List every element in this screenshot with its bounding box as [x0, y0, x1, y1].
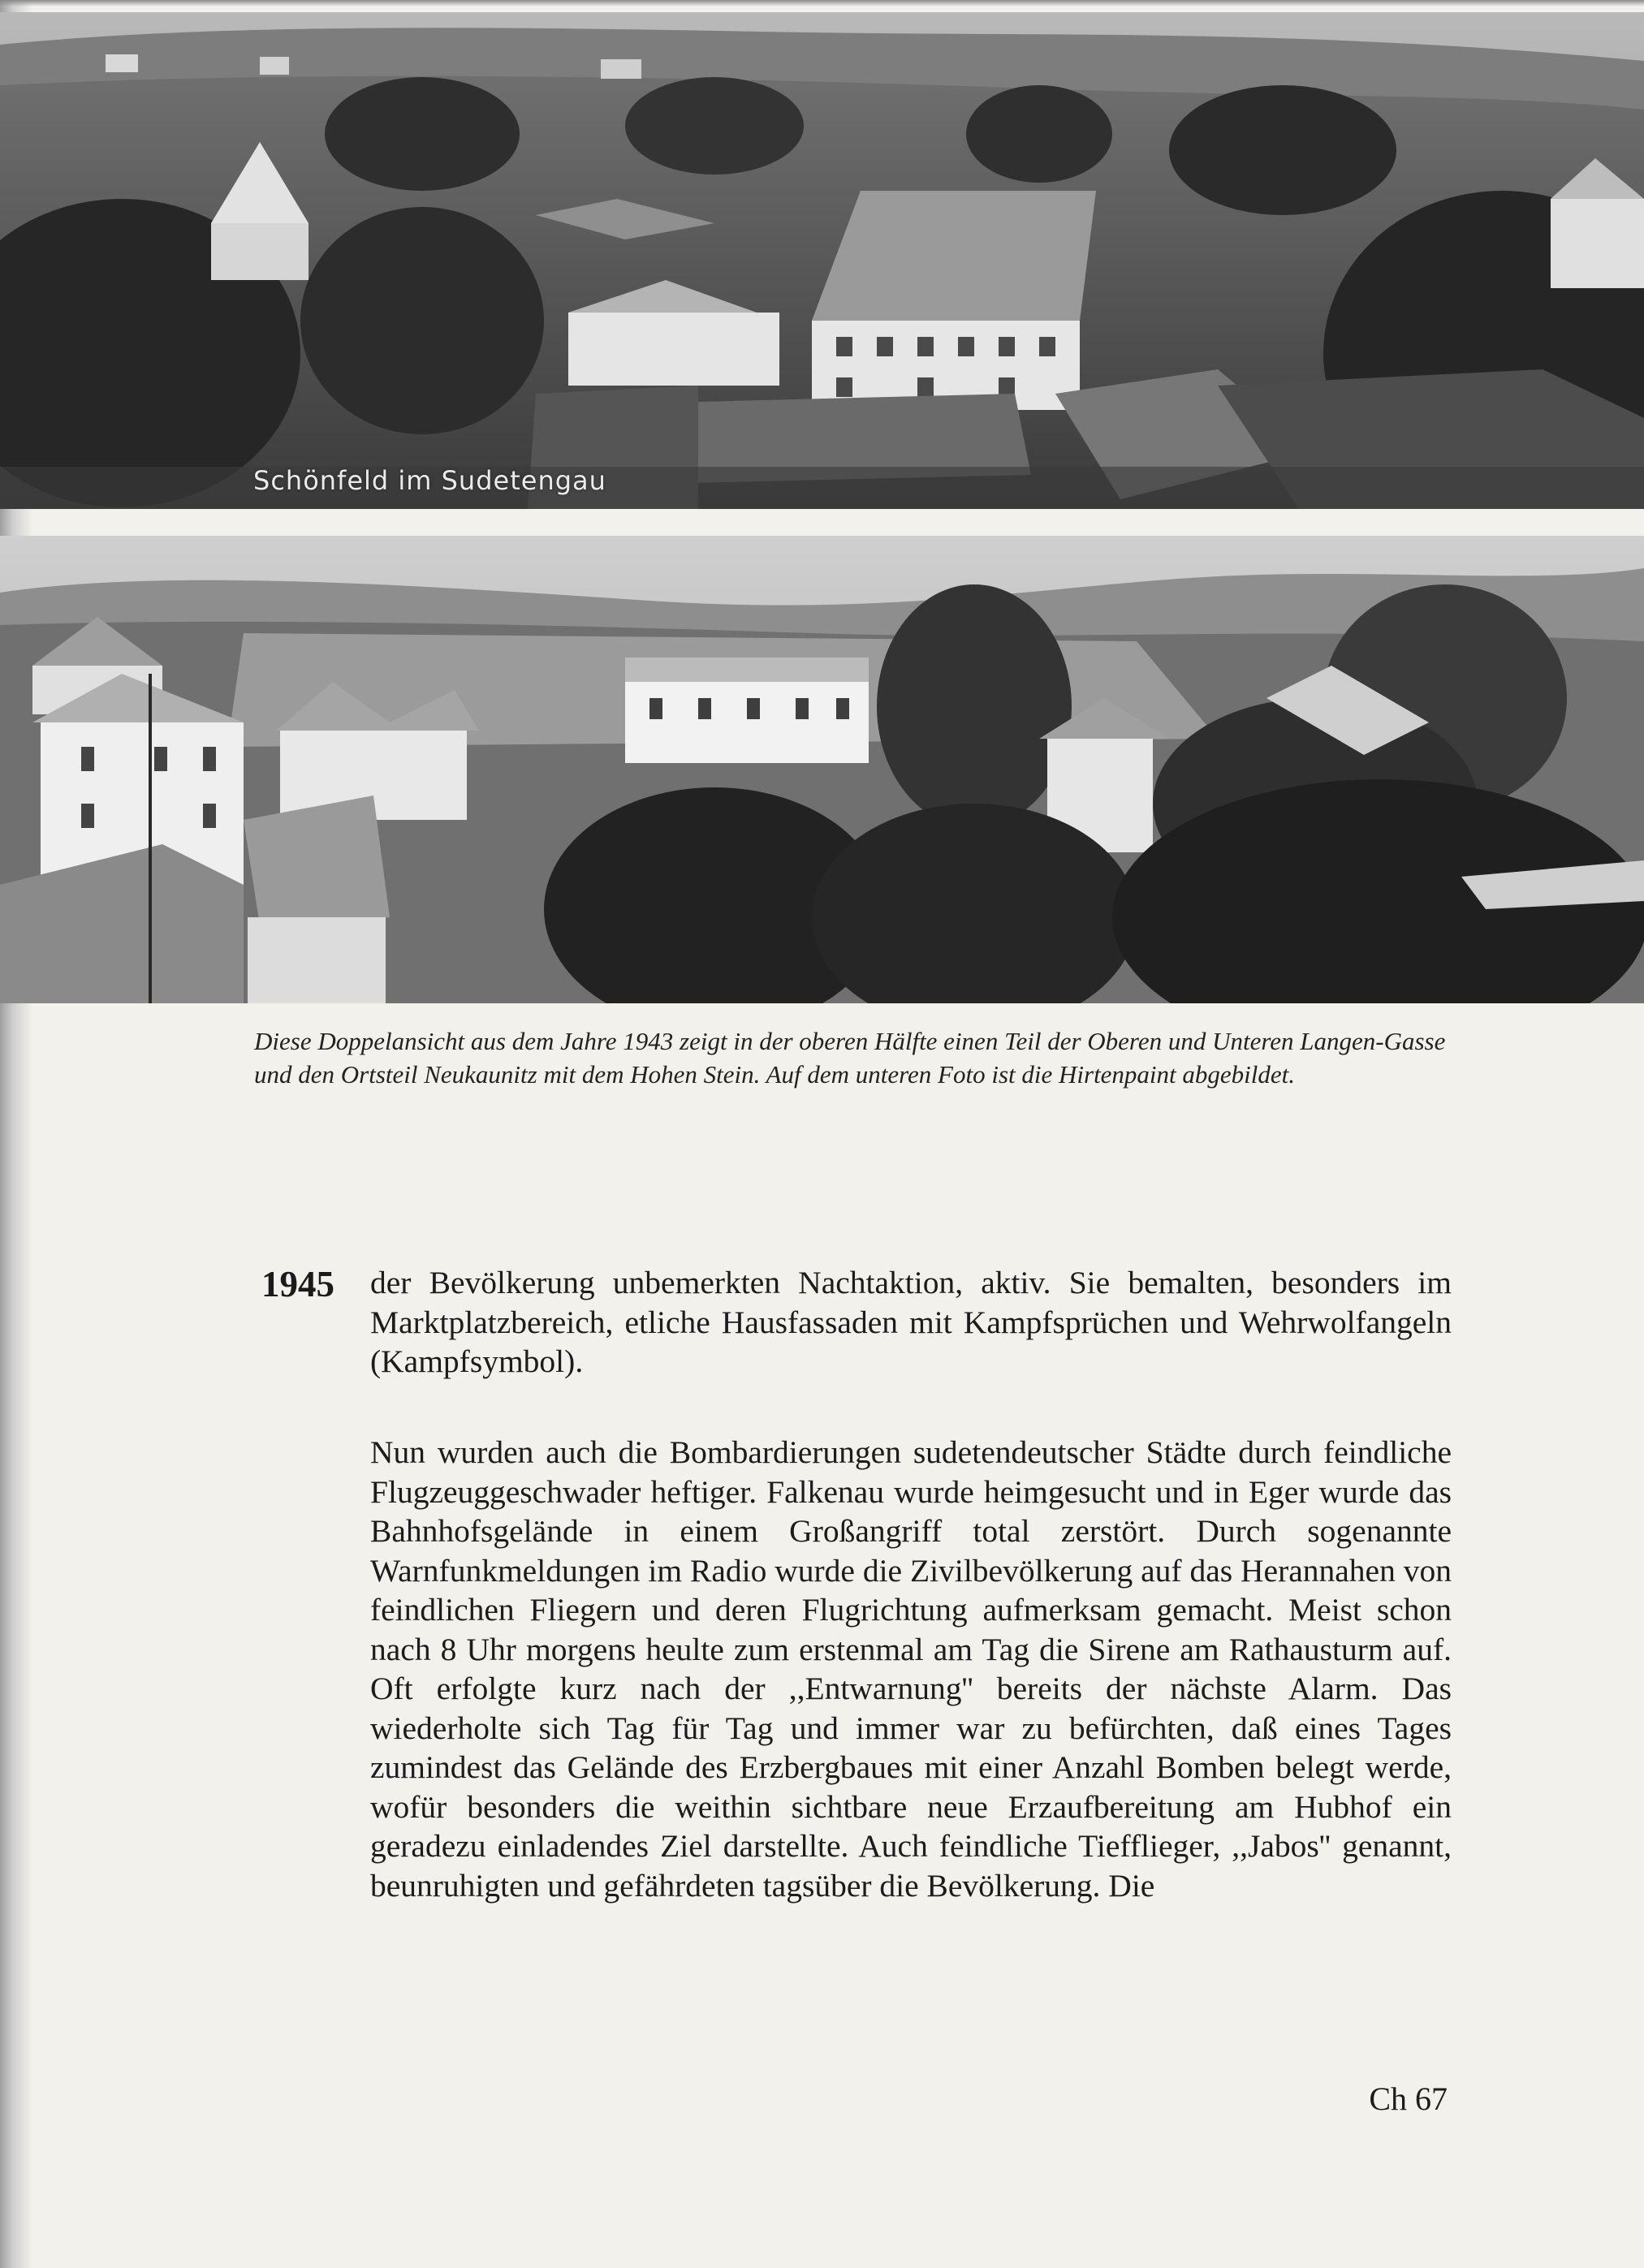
postcard-label: Schönfeld im Sudetengau	[253, 465, 606, 496]
bottom-photograph	[0, 536, 1644, 1003]
body-paragraph-2: Nun wurden auch die Bombardierungen sudetendeutscher Städte durch feindliche Flugzeuggeschwader heftiger. Falkenau wurde heimgesucht und in Eger wurde das Bahnhofsgelände in einem Großangriff total zerstört. Durch sogenannte Warnfunkmeldungen im Radio wurde die Zivilbevölkerung auf das Herannahen von feindlichen Fliegern und deren Flugrichtung aufmerksam gemacht. Meist schon nach 8 Uhr morgens heulte zum erstenmal am Tag die Sirene am Rathausturm auf. Oft erfolgte kurz nach der ,,Entwarnung'' bereits der nächste Alarm. Das wiederholte sich Tag für Tag und immer war zu befürchten, daß eines Tages zumindest das Gelände des Erzbergbaues mit einer Anzahl Bomben belegt werde, wofür besonders die weithin sichtbare neue Erzaufbereitung am Hubhof ein geradezu einladendes Ziel darstellte. Auch feindliche Tiefflieger, ,,Jabos'' genannt, beunruhigten und gefährdeten tagsüber die Bevölkerung. Die	[370, 1434, 1452, 1904]
body-paragraph-1: der Bevölkerung unbemerkten Nachtaktion, aktiv. Sie bemalten, besonders im Marktplatzbereich, etliche Hausfassaden mit Kampfsprüchen und Wehrwolfangeln (Kampfsymbol).	[370, 1265, 1452, 1379]
photo-caption: Diese Doppelansicht aus dem Jahre 1943 zeigt in der oberen Hälfte einen Teil der Oberen und Unteren Langen-Gasse und den Ortsteil Neukaunitz mit dem Hohen Stein. Auf dem unteren Foto ist die Hirtenpaint abgebildet.	[254, 1027, 1446, 1089]
top-photograph	[0, 12, 1644, 509]
bottom-photo-illustration	[0, 536, 1644, 1003]
top-photo-illustration	[0, 12, 1644, 509]
section-year: 1945	[261, 1264, 334, 1304]
page-number: Ch 67	[1369, 2080, 1448, 2117]
top-edge-shadow	[0, 0, 1644, 6]
